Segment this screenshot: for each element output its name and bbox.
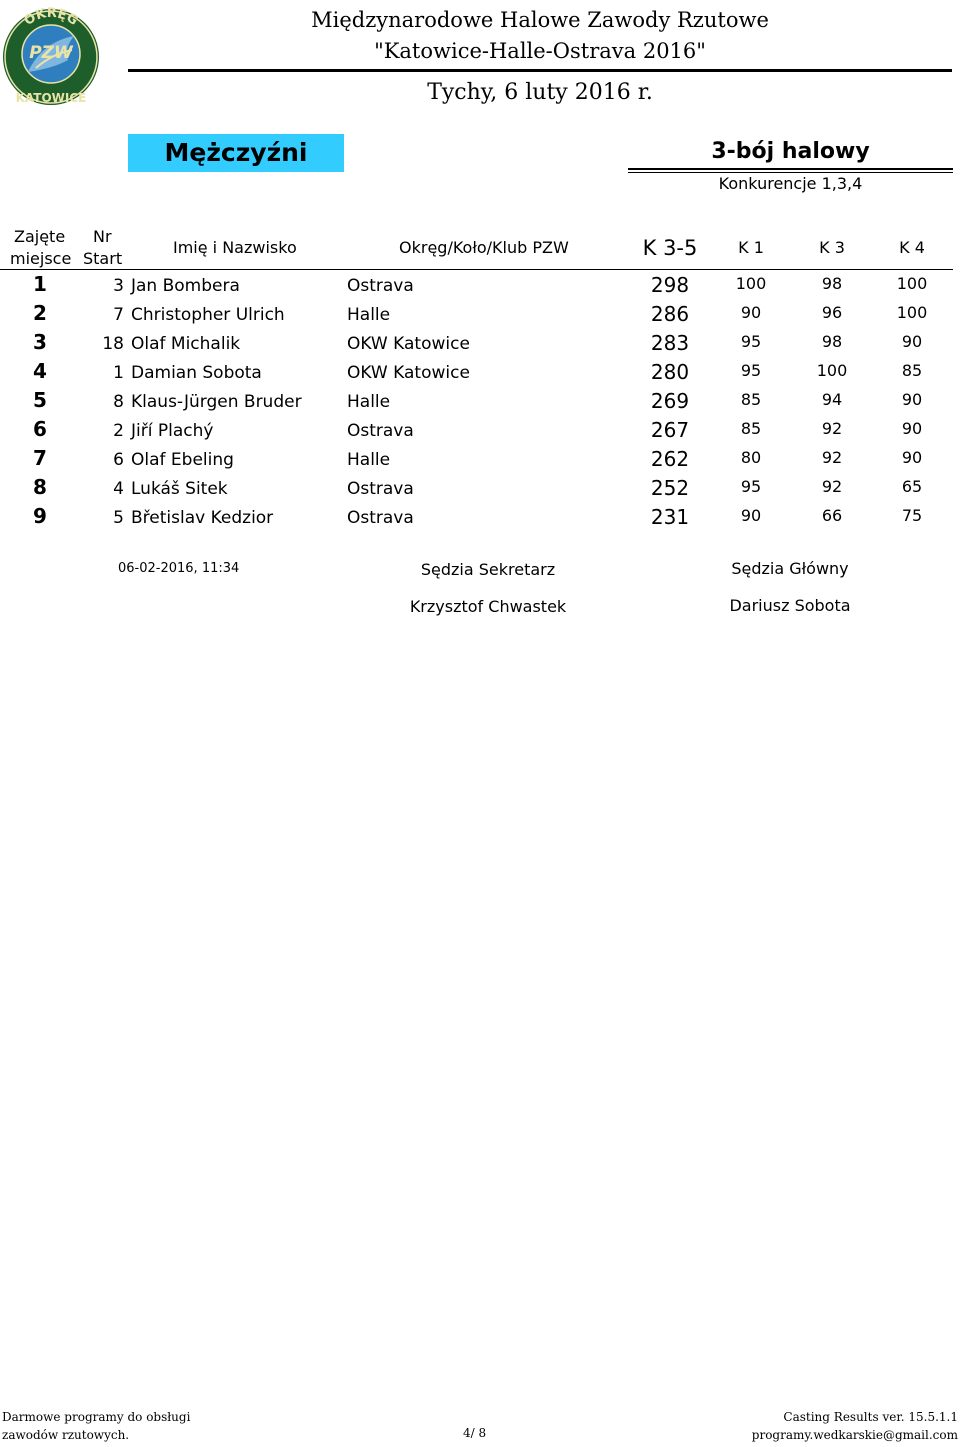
col-header-nr-line2: Start — [83, 249, 123, 268]
score-k4: 90 — [901, 448, 923, 467]
table-row — [0, 475, 953, 504]
competitor-name: Jan Bombera — [131, 276, 240, 296]
col-header-k1: K 1 — [738, 238, 764, 257]
start-number: 1 — [113, 363, 124, 383]
place-date: Tychy, 6 luty 2016 r. — [427, 80, 653, 105]
total-score: 280 — [650, 360, 690, 384]
score-k3: 98 — [821, 274, 843, 293]
score-k4: 75 — [901, 506, 923, 525]
col-header-name: Imię i Nazwisko — [173, 238, 297, 257]
club: Halle — [347, 450, 391, 470]
total-score: 286 — [650, 302, 690, 326]
score-k3: 96 — [821, 303, 843, 322]
score-k1: 90 — [740, 506, 762, 525]
score-k3: 100 — [816, 361, 848, 380]
logo-bottom-text: KATOWICE — [15, 91, 87, 105]
club: Halle — [347, 392, 391, 412]
score-k1: 95 — [740, 477, 762, 496]
score-k1: 85 — [740, 419, 762, 438]
competitor-name: Christopher Ulrich — [131, 305, 285, 325]
logo-mid-text: PZW — [29, 43, 73, 63]
score-k4: 90 — [901, 332, 923, 351]
score-k1: 95 — [740, 361, 762, 380]
col-header-total: K 3-5 — [642, 236, 698, 260]
place: 5 — [33, 388, 47, 412]
score-k3: 98 — [821, 332, 843, 351]
footer-page-number: 4/ 8 — [463, 1426, 487, 1440]
score-k4: 100 — [896, 274, 928, 293]
club: Ostrava — [347, 479, 414, 499]
start-number: 2 — [113, 421, 124, 441]
category-badge: Mężczyźni — [128, 134, 344, 172]
total-score: 269 — [650, 389, 690, 413]
table-row — [0, 330, 953, 359]
place: 4 — [33, 359, 47, 383]
table-row — [0, 417, 953, 446]
club: Ostrava — [347, 508, 414, 528]
score-k1: 100 — [735, 274, 767, 293]
footer-left-line1: Darmowe programy do obsługi — [2, 1410, 191, 1424]
score-k4: 90 — [901, 419, 923, 438]
score-k1: 90 — [740, 303, 762, 322]
start-number: 18 — [102, 334, 124, 354]
total-score: 298 — [650, 273, 690, 297]
score-k1: 85 — [740, 390, 762, 409]
score-k4: 90 — [901, 390, 923, 409]
footer-right-line2: programy.wedkarskie@gmail.com — [751, 1428, 958, 1442]
score-k4: 100 — [896, 303, 928, 322]
secretary-title: Sędzia Sekretarz — [420, 560, 556, 579]
competitor-name: Damian Sobota — [131, 363, 262, 383]
print-timestamp: 06-02-2016, 11:34 — [118, 561, 240, 576]
place: 9 — [33, 504, 47, 528]
total-score: 231 — [650, 505, 690, 529]
start-number: 8 — [113, 392, 124, 412]
club: OKW Katowice — [347, 334, 470, 354]
competitor-name: Lukáš Sitek — [131, 479, 228, 499]
score-k3: 66 — [821, 506, 843, 525]
place: 1 — [33, 272, 47, 296]
score-k4: 65 — [901, 477, 923, 496]
table-row — [0, 272, 953, 301]
total-score: 252 — [650, 476, 690, 500]
logo-top-text: OKRĘG — [21, 5, 81, 29]
competitor-name: Olaf Ebeling — [131, 450, 234, 470]
start-number: 7 — [113, 305, 124, 325]
place: 8 — [33, 475, 47, 499]
competition-title: 3-bój halowy — [711, 139, 870, 164]
col-header-place-line2: miejsce — [10, 249, 72, 268]
footer-left-line2: zawodów rzutowych. — [2, 1428, 130, 1442]
place: 7 — [33, 446, 47, 470]
score-k3: 92 — [821, 477, 843, 496]
place: 3 — [33, 330, 47, 354]
competitor-name: Klaus-Jürgen Bruder — [131, 392, 302, 412]
competition-divider-thin — [628, 172, 953, 173]
footer-right-line1: Casting Results ver. 15.5.1.1 — [783, 1410, 958, 1424]
pzw-katowice-logo — [2, 2, 100, 112]
col-header-k3: K 3 — [819, 238, 845, 257]
competition-divider — [628, 168, 953, 170]
club: Halle — [347, 305, 391, 325]
table-header-divider — [0, 269, 953, 270]
chief-judge-name: Dariusz Sobota — [729, 596, 851, 615]
score-k4: 85 — [901, 361, 923, 380]
table-row — [0, 504, 953, 533]
competitor-name: Olaf Michalik — [131, 334, 241, 354]
col-header-nr-line1: Nr — [93, 227, 112, 246]
club: OKW Katowice — [347, 363, 470, 383]
competitor-name: Břetislav Kedzior — [131, 508, 274, 528]
score-k1: 95 — [740, 332, 762, 351]
score-k3: 94 — [821, 390, 843, 409]
club: Ostrava — [347, 421, 414, 441]
total-score: 283 — [650, 331, 690, 355]
competitor-name: Jiří Plachý — [131, 421, 214, 441]
secretary-name: Krzysztof Chwastek — [409, 597, 567, 616]
competition-subtitle: Konkurencje 1,3,4 — [718, 174, 863, 193]
col-header-club: Okręg/Koło/Klub PZW — [399, 238, 569, 257]
score-k3: 92 — [821, 419, 843, 438]
table-row — [0, 301, 953, 330]
total-score: 262 — [650, 447, 690, 471]
event-title-line1: Międzynarodowe Halowe Zawody Rzutowe — [311, 8, 769, 32]
club: Ostrava — [347, 276, 414, 296]
col-header-place-line1: Zajęte — [14, 227, 66, 246]
score-k3: 92 — [821, 448, 843, 467]
place: 2 — [33, 301, 47, 325]
col-header-k4: K 4 — [899, 238, 925, 257]
table-row — [0, 446, 953, 475]
table-row — [0, 388, 953, 417]
start-number: 6 — [113, 450, 124, 470]
start-number: 5 — [113, 508, 124, 528]
start-number: 4 — [113, 479, 124, 499]
place: 6 — [33, 417, 47, 441]
start-number: 3 — [113, 276, 124, 296]
total-score: 267 — [650, 418, 690, 442]
event-title-line2: "Katowice-Halle-Ostrava 2016" — [374, 39, 706, 63]
score-k1: 80 — [740, 448, 762, 467]
chief-judge-title: Sędzia Główny — [731, 559, 849, 578]
header-divider — [128, 69, 952, 72]
table-row — [0, 359, 953, 388]
